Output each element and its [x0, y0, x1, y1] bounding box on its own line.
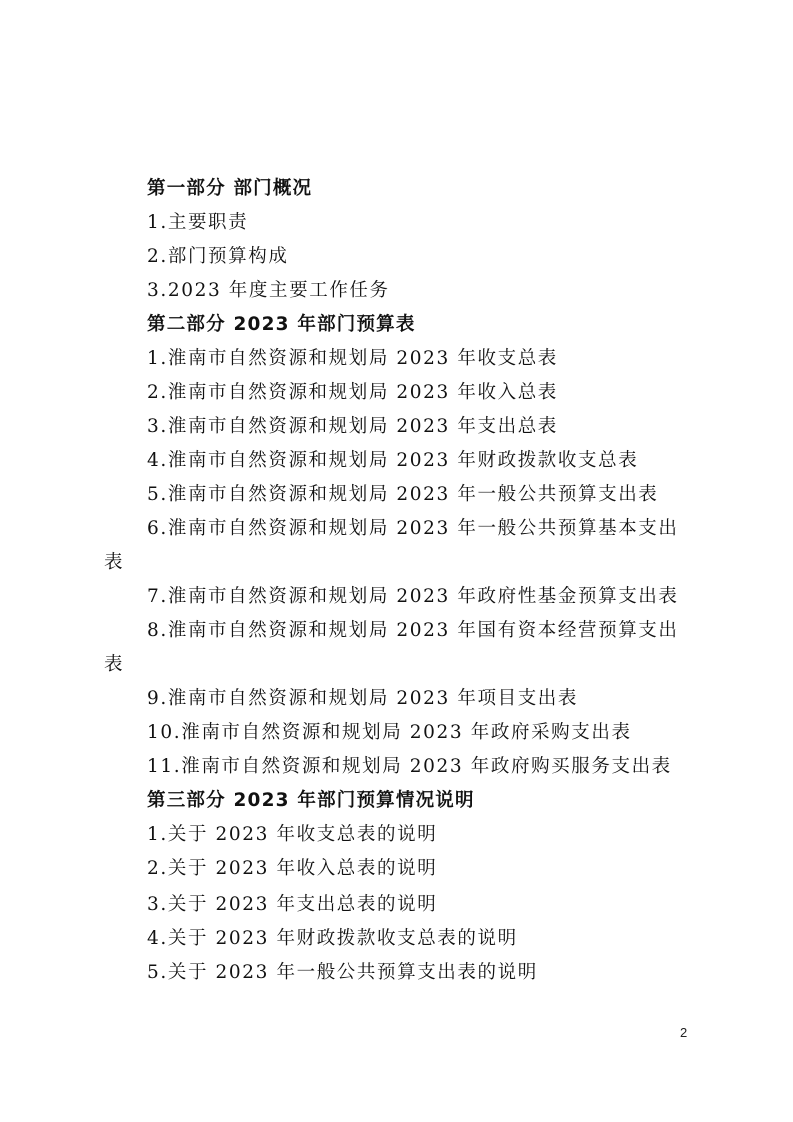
toc-item: 5.关于 2023 年一般公共预算支出表的说明 — [147, 962, 538, 983]
table-of-contents — [0, 172, 793, 990]
toc-item: 1.关于 2023 年收支总表的说明 — [147, 824, 438, 845]
toc-item: 7.淮南市自然资源和规划局 2023 年政府性基金预算支出表 — [147, 586, 679, 607]
toc-item: 1.淮南市自然资源和规划局 2023 年收支总表 — [147, 348, 558, 369]
toc-item: 10.淮南市自然资源和规划局 2023 年政府采购支出表 — [147, 722, 632, 743]
page-number: 2 — [680, 1025, 688, 1040]
toc-item: 4.淮南市自然资源和规划局 2023 年财政拨款收支总表 — [147, 450, 639, 471]
toc-item: 2.淮南市自然资源和规划局 2023 年收入总表 — [147, 382, 558, 403]
section-heading-2: 第二部分 2023 年部门预算表 — [147, 314, 416, 335]
toc-item: 9.淮南市自然资源和规划局 2023 年项目支出表 — [147, 688, 578, 709]
toc-item: 5.淮南市自然资源和规划局 2023 年一般公共预算支出表 — [147, 484, 659, 505]
toc-item-wrapped: 6.淮南市自然资源和规划局 2023 年一般公共预算基本支出表 — [104, 518, 679, 573]
toc-item: 3.淮南市自然资源和规划局 2023 年支出总表 — [147, 416, 558, 437]
section-heading-3: 第三部分 2023 年部门预算情况说明 — [147, 790, 475, 811]
section-heading-1: 第一部分 部门概况 — [147, 178, 313, 199]
toc-item: 2.部门预算构成 — [147, 246, 289, 267]
toc-item: 2.关于 2023 年收入总表的说明 — [147, 858, 438, 879]
toc-item: 1.主要职责 — [147, 212, 249, 233]
toc-item: 4.关于 2023 年财政拨款收支总表的说明 — [147, 928, 518, 949]
toc-item: 3.关于 2023 年支出总表的说明 — [147, 894, 438, 915]
toc-item: 3.2023 年度主要工作任务 — [147, 280, 390, 301]
toc-item: 11.淮南市自然资源和规划局 2023 年政府购买服务支出表 — [147, 756, 672, 777]
toc-item-wrapped: 8.淮南市自然资源和规划局 2023 年国有资本经营预算支出表 — [104, 620, 679, 675]
